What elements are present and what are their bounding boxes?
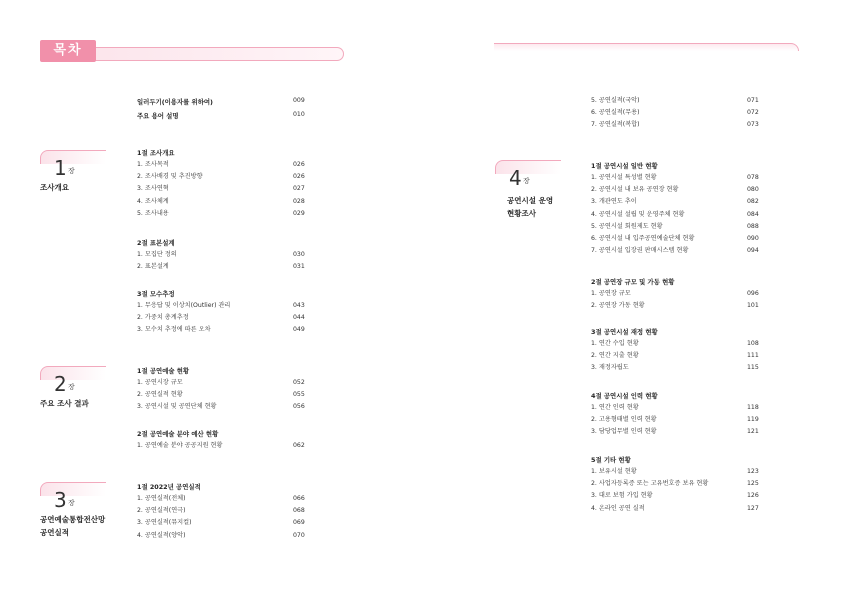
chapter-number: 4 — [509, 166, 522, 190]
toc-entry-label: 2. 사업자등록증 또는 고유번호증 보유 현황 — [591, 480, 709, 488]
chapter-suffix: 장 — [68, 383, 75, 391]
chapter-bracket — [40, 482, 106, 496]
toc-front-item[interactable]: 일러두기(이용자를 위하여) — [137, 98, 213, 106]
toc-page-number: 096 — [747, 290, 759, 297]
toc-entry-label: 6. 공연시설 내 입주공연예술단체 현황 — [591, 235, 695, 242]
toc-page-number: 026 — [293, 173, 305, 181]
toc-page-number: 070 — [293, 531, 305, 539]
toc-page-number: 090 — [747, 235, 759, 242]
toc-section-heading[interactable]: 1절 조사개요 — [137, 149, 175, 157]
toc-front-item[interactable]: 주요 용어 설명 — [137, 112, 179, 120]
toc-entry-label: 1. 공연시장 규모 — [137, 379, 183, 386]
toc-entry-label: 2. 공연장 가동 현황 — [591, 302, 645, 310]
chapter-bracket — [495, 160, 561, 174]
toc-entry-label: 5. 공연실적(국악) — [591, 97, 640, 104]
toc-entry-label: 1. 연간 인력 현황 — [591, 404, 639, 411]
toc-page-number: 026 — [293, 161, 305, 168]
toc-entry-label: 4. 조사체계 — [137, 197, 169, 205]
toc-page-number: 052 — [293, 379, 305, 386]
toc-page-number: 031 — [293, 263, 305, 271]
chapter-name: 공연실적 — [40, 528, 69, 537]
toc-page-number: 094 — [747, 247, 759, 255]
toc-page-number: 028 — [293, 197, 305, 205]
toc-section-heading[interactable]: 2절 표본설계 — [137, 239, 175, 247]
toc-entry-label: 7. 공연실적(복합) — [591, 121, 640, 129]
toc-entry-label: 1. 연간 수입 현황 — [591, 340, 639, 347]
chapter-name: 주요 조사 결과 — [40, 399, 89, 408]
toc-entry-label: 1. 공연장 규모 — [591, 290, 631, 297]
page-title: 목차 — [40, 40, 96, 62]
toc-page-number: 125 — [747, 480, 759, 488]
toc-page-number: 082 — [747, 198, 759, 206]
toc-entry-label: 3. 재정자립도 — [591, 364, 629, 372]
toc-page-number: 127 — [747, 504, 759, 512]
toc-page-number: 056 — [293, 403, 305, 411]
chapter-suffix: 장 — [523, 177, 530, 185]
toc-section-heading[interactable]: 3절 모수추정 — [137, 290, 175, 298]
toc-section-heading[interactable]: 5절 기타 현황 — [591, 456, 631, 464]
toc-page-number: 108 — [747, 340, 759, 347]
toc-page-number: 088 — [747, 222, 759, 230]
toc-page-number: 066 — [293, 495, 305, 502]
toc-entry-label: 4. 온라인 공연 실적 — [591, 504, 645, 512]
toc-entry-label: 1. 조사목적 — [137, 161, 169, 168]
toc-page-number: 078 — [747, 174, 759, 181]
toc-page-number: 010 — [293, 111, 305, 118]
toc-page-number: 126 — [747, 492, 759, 500]
toc-entry-label: 5. 조사내용 — [137, 209, 169, 217]
toc-entry-label: 2. 표본설계 — [137, 263, 169, 271]
toc-entry-label: 2. 조사배경 및 추진방향 — [137, 173, 203, 181]
toc-entry-label: 5. 공연시설 회원제도 현황 — [591, 222, 663, 230]
toc-page-number: 084 — [747, 210, 759, 218]
toc-entry-label: 3. 담당업무별 인력 현황 — [591, 428, 657, 436]
toc-entry-label: 7. 공연시설 입장권 판매시스템 현황 — [591, 247, 689, 255]
chapter-suffix: 장 — [68, 167, 75, 175]
toc-entry-label: 1. 무응답 및 이상치(Outlier) 관리 — [137, 302, 231, 309]
toc-entry-label: 1. 공연예술 분야 공공지원 현황 — [137, 442, 223, 449]
toc-page-number: 121 — [747, 428, 759, 436]
toc-page-number: 044 — [293, 314, 305, 322]
toc-page-number: 062 — [293, 442, 305, 449]
chapter-suffix: 장 — [68, 499, 75, 507]
toc-page-number: 101 — [747, 302, 759, 310]
toc-entry-label: 1. 공연시설 특성별 현황 — [591, 174, 657, 181]
toc-entry-label: 3. 모수치 추정에 따른 오차 — [137, 326, 211, 334]
toc-page-number: 043 — [293, 302, 305, 309]
toc-page-number: 055 — [293, 391, 305, 399]
toc-page-number: 068 — [293, 507, 305, 515]
chapter-number: 1 — [54, 156, 67, 180]
toc-page-number: 118 — [747, 404, 759, 411]
toc-entry-label: 4. 공연시설 설립 및 운영주체 현황 — [591, 210, 685, 218]
toc-section-heading[interactable]: 2절 공연예술 분야 예산 현황 — [137, 430, 219, 438]
chapter-name: 공연예술통합전산망 — [40, 515, 106, 524]
toc-section-heading[interactable]: 1절 공연예술 현황 — [137, 367, 190, 375]
chapter-number: 2 — [54, 372, 67, 396]
toc-entry-label: 2. 고용형태별 인력 현황 — [591, 416, 657, 424]
toc-entry-label: 2. 공연시설 내 보유 공연장 현황 — [591, 186, 679, 194]
toc-entry-label: 2. 공연실적 현황 — [137, 391, 183, 399]
toc-section-heading[interactable]: 2절 공연장 규모 및 가동 현황 — [591, 278, 675, 286]
toc-entry-label: 1. 보유시설 현황 — [591, 468, 637, 475]
toc-page-number: 009 — [293, 97, 305, 104]
toc-section-heading[interactable]: 3절 공연시설 재정 현황 — [591, 328, 658, 336]
toc-page-number: 115 — [747, 364, 759, 372]
chapter-bracket — [40, 150, 106, 164]
toc-page-number: 049 — [293, 326, 305, 334]
toc-page-number: 073 — [747, 121, 759, 129]
toc-entry-label: 3. 조사연혁 — [137, 185, 169, 193]
toc-section-heading[interactable]: 1절 2022년 공연실적 — [137, 483, 201, 491]
toc-page-number: 027 — [293, 185, 305, 193]
right-header-decoration — [494, 43, 799, 51]
toc-entry-label: 6. 공연실적(무용) — [591, 109, 640, 117]
toc-entry-label: 1. 모집단 정의 — [137, 251, 177, 258]
toc-page-number: 123 — [747, 468, 759, 475]
toc-page-number: 071 — [747, 97, 759, 104]
toc-page-number: 030 — [293, 251, 305, 258]
toc-entry-label: 2. 연간 지출 현황 — [591, 352, 639, 360]
title-decoration — [60, 47, 344, 61]
toc-page-number: 029 — [293, 209, 305, 217]
toc-entry-label: 2. 가중치 총계추정 — [137, 314, 189, 322]
toc-page-number: 119 — [747, 416, 759, 424]
toc-page-number: 072 — [747, 109, 759, 117]
chapter-name: 조사개요 — [40, 183, 69, 192]
toc-entry-label: 4. 공연실적(양악) — [137, 531, 186, 539]
toc-entry-label: 1. 공연실적(전체) — [137, 495, 186, 502]
toc-section-heading[interactable]: 1절 공연시설 일반 현황 — [591, 162, 658, 170]
chapter-name: 공연시설 운영 — [507, 196, 554, 205]
chapter-bracket — [40, 366, 106, 380]
toc-entry-label: 3. 대로 보험 가입 현황 — [591, 492, 653, 500]
toc-entry-label: 3. 개관연도 추이 — [591, 198, 637, 206]
toc-section-heading[interactable]: 4절 공연시설 인력 현황 — [591, 392, 658, 400]
toc-page-number: 111 — [747, 352, 759, 360]
chapter-number: 3 — [54, 488, 67, 512]
toc-page-number: 069 — [293, 519, 305, 527]
toc-entry-label: 3. 공연시설 및 공연단체 현황 — [137, 403, 217, 411]
toc-entry-label: 3. 공연실적(뮤지컬) — [137, 519, 192, 527]
chapter-name: 현황조사 — [507, 209, 536, 218]
toc-page-number: 080 — [747, 186, 759, 194]
toc-entry-label: 2. 공연실적(연극) — [137, 507, 186, 515]
